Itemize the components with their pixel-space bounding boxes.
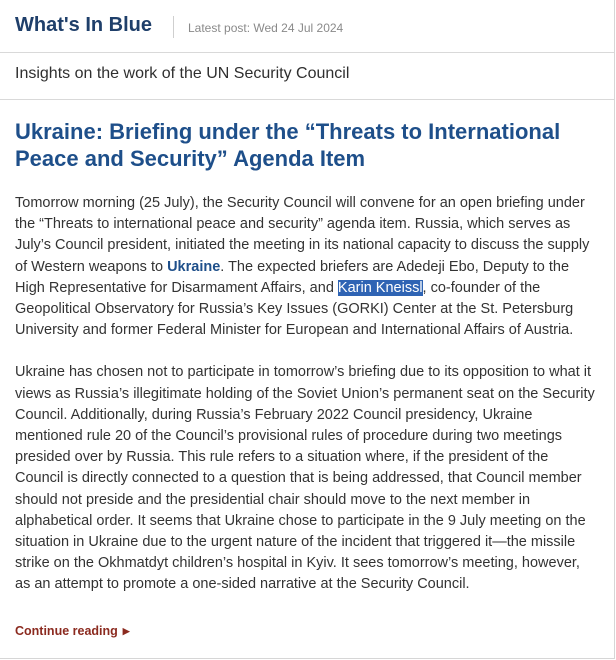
- paragraph-text: . The expected briefers are Adedeji Ebo, Deputy to the High Representative for Disarmament Affairs, and: [15, 258, 570, 296]
- article-title[interactable]: Ukraine: Briefing under the “Threats to International Peace and Security” Agenda Item: [15, 119, 561, 171]
- continue-reading-link[interactable]: [15, 624, 130, 638]
- arrow-right-icon: ▶: [122, 626, 130, 636]
- article-paragraph-2: Ukraine has chosen not to participate in tomorrow’s briefing due to its opposition to what it views as Russia’s illegitimate holding of the Soviet Union’s permanent seat on the Security Council. Additionally, during Russia’s February 2022 Council presidency, Ukraine mentioned rule 20 of the Council’s provisional rules of procedure during two meetings presided over by Russia. This rule refers to a situation where, if the president of the Council is directly connected to a question that is being addressed, that Council member should not preside and the presidential chair should move to the next member in alphabetical order. It seems that Ukraine chose to participate in the 9 July meeting on the situation in Ukraine due to the urgent nature of the incident that triggered it—the missile strike on the Okhmatdyt children’s hospital in Kyiv. It sees tomorrow’s meeting, however, as an attempt to promote a one-sided narrative at the Security Council.: [15, 364, 595, 593]
- paragraph-text: Tomorrow morning (25 July), the Security Council will convene for an open briefing under the “Threats to international peace and security” agenda item. Russia, which serves as July’s Council president, initiated the meeting in its national capacity to discuss the supply of Western weapons to: [15, 195, 590, 275]
- selected-text-highlight[interactable]: Karin Kneissl: [337, 279, 423, 296]
- article-paragraph-1: [15, 193, 598, 341]
- article-body: [15, 193, 598, 617]
- site-title[interactable]: What's In Blue: [15, 14, 152, 36]
- paragraph-text: , co-founder of the Geopolitical Observatory for Russia’s Key Issues (GORKI) Center at the St. Petersburg University and former Federal Minister for European and International Affairs of Austria.: [15, 279, 574, 339]
- tagline-bar: [0, 53, 614, 100]
- keyword-ukraine: Ukraine: [167, 258, 221, 275]
- site-tagline: Insights on the work of the UN Security Council: [15, 65, 350, 82]
- site-header: [0, 0, 614, 53]
- latest-post-date: Latest post: Wed 24 Jul 2024: [188, 21, 344, 35]
- header-divider: [173, 16, 174, 38]
- continue-reading-label[interactable]: Continue reading: [15, 624, 118, 638]
